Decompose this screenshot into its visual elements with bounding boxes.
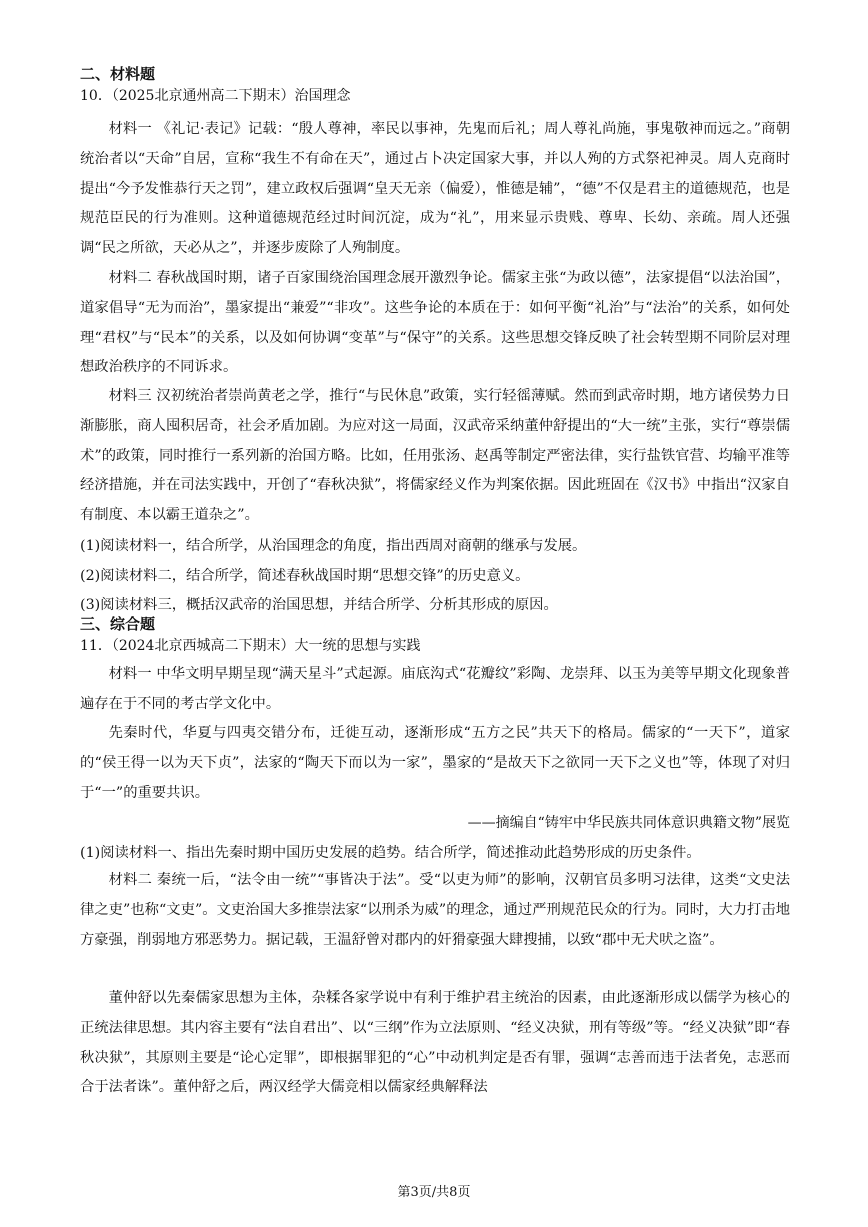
question-11-heading: 11．（2024北京西城高二下期末）大一统的思想与实践 xyxy=(80,638,421,654)
q10-subquestion-2: (2)阅读材料二，结合所学，简述春秋战国时期“思想交锋”的历史意义。 xyxy=(80,568,530,584)
page-number-footer: 第3页/共8页 xyxy=(397,1185,471,1200)
q10-subquestion-1: (1)阅读材料一，结合所学，从治国理念的角度，指出西周对商朝的继承与发展。 xyxy=(80,538,587,554)
q11-material-2-part-a: 材料二 秦统一后，“法令由一统”“事皆决于法”。受“以吏为师”的影响，汉朝官员多明习法律，这类“文史法律之吏”也称“文吏”。文吏治国大多推崇法家“以刑杀为威”的理念，通过严刑规范民众的行为。同时，大力打击地方豪强，削弱地方邪恶势力。据记载，王温舒曾对郡内的奸猾豪强大肆搜捕，以致“郡中无犬吠之盗”。 xyxy=(80,872,790,948)
q10-material-1: 材料一 《礼记·表记》记载：“殷人尊神，率民以事神，先鬼而后礼；周人尊礼尚施，事鬼敬神而远之。”商朝统治者以“天命”自居，宣称“我生不有命在天”，通过占卜决定国家大事，并以人殉的方式祭祀神灵。周人克商时提出“今予发惟恭行天之罚”，建立政权后强调“皇天无亲（偏爱），惟德是辅”，“德”不仅是君主的道德规范，也是规范臣民的行为准则。这种道德规范经过时间沉淀，成为“礼”，用来显示贵贱、尊卑、长幼、亲疏。周人还强调“民之所欲，天必从之”，并逐步废除了人殉制度。 xyxy=(80,121,790,257)
q11-material-1-part-b: 先秦时代，华夏与四夷交错分布，迁徙互动，逐渐形成“五方之民”共天下的格局。儒家的“一天下”，道家的“侯王得一以为天下贞”，法家的“陶天下而以为一家”，墨家的“是故天下之欲同一天下之义也”等，体现了对归于“一”的重要共识。 xyxy=(80,725,790,801)
q11-source-citation: ——摘编自“铸牢中华民族共同体意识典籍文物”展览 xyxy=(467,815,790,831)
q11-subquestion-1: (1)阅读材料一、指出先秦时期中国历史发展的趋势。结合所学，简述推动此趋势形成的历史条件。 xyxy=(80,845,701,861)
q10-material-2: 材料二 春秋战国时期，诸子百家围绕治国理念展开激烈争论。儒家主张“为政以德”，法家提倡“以法治国”，道家倡导“无为而治”，墨家提出“兼爱”“非攻”。这些争论的本质在于：如何平衡“礼治”与“法治”的关系，如何处理“君权”与“民本”的关系，以及如何协调“变革”与“保守”的关系。这些思想交锋反映了社会转型期不同阶层对理想政治秩序的不同诉求。 xyxy=(80,270,790,376)
section-title-comprehensive: 三、综合题 xyxy=(80,615,156,633)
q11-material-1-part-a: 材料一 中华文明早期呈现“满天星斗”式起源。庙底沟式“花瓣纹”彩陶、龙崇拜、以玉为美等早期文化现象普遍存在于不同的考古学文化中。 xyxy=(80,666,790,712)
q10-subquestion-3: (3)阅读材料三，概括汉武帝的治国思想，并结合所学、分析其形成的原因。 xyxy=(80,597,558,613)
question-10-heading: 10．（2025北京通州高二下期末）治国理念 xyxy=(80,88,351,104)
q11-material-2-part-b: 董仲舒以先秦儒家思想为主体，杂糅各家学说中有利于维护君主统治的因素，由此逐渐形成以儒学为核心的正统法律思想。其内容主要有“法自君出”、以“三纲”作为立法原则、“经义决狱，刑有等级”等。“经义决狱”即“春秋决狱”，其原则主要是“论心定罪”，即根据罪犯的“心”中动机判定是否有罪，强调“志善而违于法者免，志恶而合于法者诛”。董仲舒之后，两汉经学大儒竞相以儒家经典解释法 xyxy=(80,990,790,1096)
section-title-materials: 二、材料题 xyxy=(80,65,156,83)
q10-material-3: 材料三 汉初统治者崇尚黄老之学，推行“与民休息”政策，实行轻徭薄赋。然而到武帝时期，地方诸侯势力日渐膨胀，商人囤积居奇，社会矛盾加剧。为应对这一局面，汉武帝采纳董仲舒提出的“大一统”主张，实行“尊崇儒术”的政策，同时推行一系列新的治国方略。比如，任用张汤、赵禹等制定严密法律，实行盐铁官营、均输平准等经济措施，并在司法实践中，开创了“春秋决狱”，将儒家经义作为判案依据。因此班固在《汉书》中指出“汉家自有制度、本以霸王道杂之”。 xyxy=(80,388,790,524)
